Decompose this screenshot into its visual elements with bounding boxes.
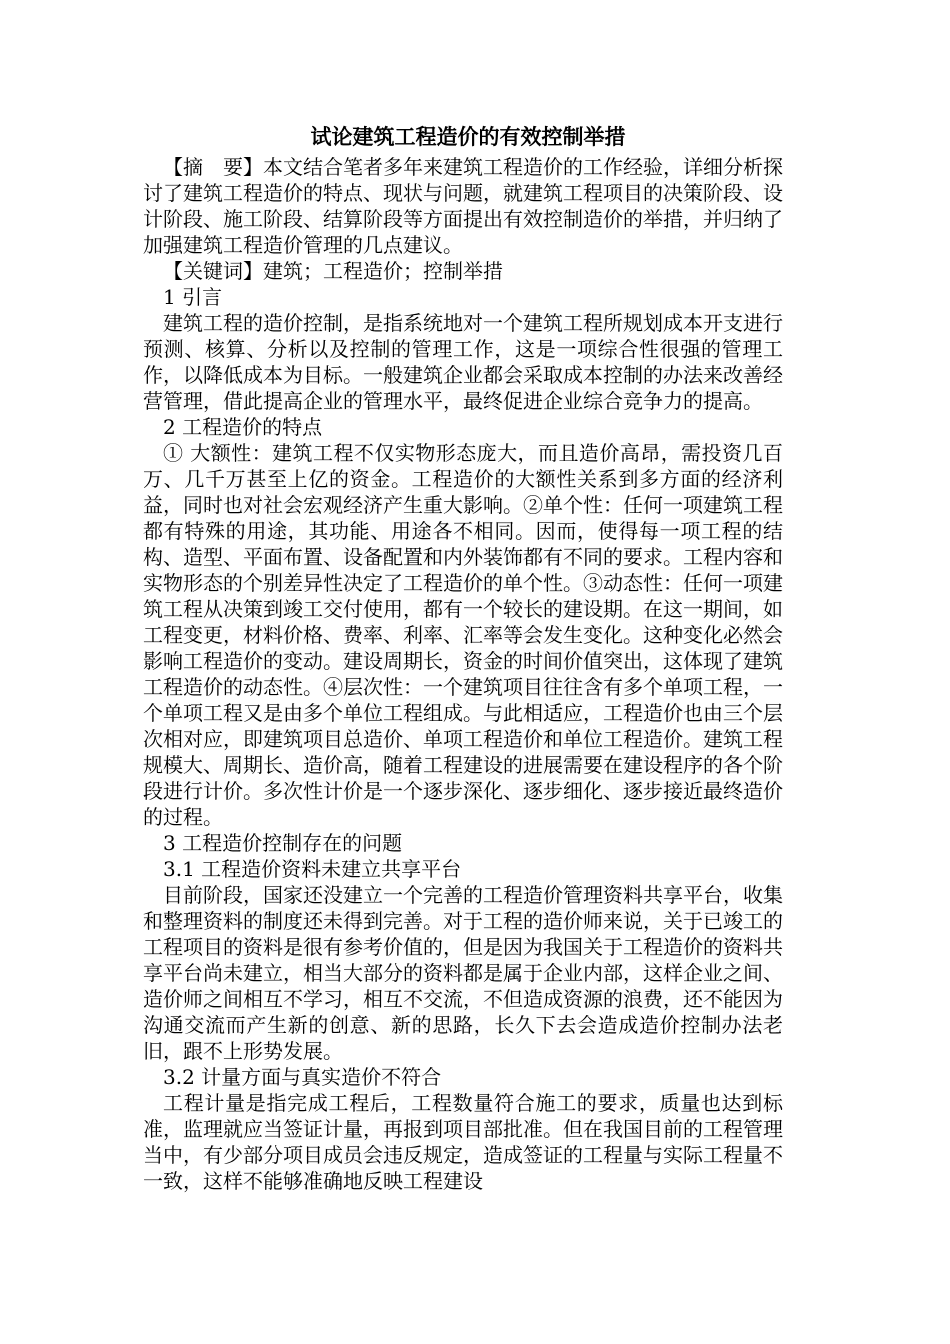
- keywords-line: 【关键词】建筑；工程造价；控制举措: [163, 259, 503, 283]
- section-heading-3: 3 工程造价控制存在的问题: [163, 831, 403, 855]
- section-heading-3-2: 3.2 计量方面与真实造价不符合: [163, 1065, 442, 1089]
- section-3-2-paragraph: 工程计量是指完成工程后，工程数量符合施工的要求，质量也达到标准，监理就应当签证计量，再报到项目部批准。但在我国目前的工程管理当中，有少部分项目成员会违反规定，造成签证的工程量与实际工程量不一致，这样不能够准确地反映工程建设: [143, 1091, 783, 1193]
- section-heading-2: 2 工程造价的特点: [163, 415, 323, 439]
- section-heading-3-1: 3.1 工程造价资料未建立共享平台: [163, 857, 462, 881]
- section-1-paragraph: 建筑工程的造价控制，是指系统地对一个建筑工程所规划成本开支进行预测、核算、分析以及控制的管理工作，这是一项综合性很强的管理工作，以降低成本为目标。一般建筑企业都会采取成本控制的办法来改善经营管理，借此提高企业的管理水平，最终促进企业综合竞争力的提高。: [143, 311, 783, 413]
- document-title: 试论建筑工程造价的有效控制举措: [310, 124, 626, 149]
- section-heading-1: 1 引言: [163, 285, 223, 309]
- abstract-paragraph: 【摘 要】本文结合笔者多年来建筑工程造价的工作经验，详细分析探讨了建筑工程造价的特点、现状与问题，就建筑工程项目的决策阶段、设计阶段、施工阶段、结算阶段等方面提出有效控制造价的举措，并归纳了加强建筑工程造价管理的几点建议。: [143, 155, 783, 257]
- document-page: [143, 122, 783, 1194]
- section-2-paragraph: ① 大额性：建筑工程不仅实物形态庞大，而且造价高昂，需投资几百万、几千万甚至上亿的资金。工程造价的大额性关系到多方面的经济利益，同时也对社会宏观经济产生重大影响。②单个性：任何一项建筑工程都有特殊的用途，其功能、用途各不相同。因而，使得每一项工程的结构、造型、平面布置、设备配置和内外装饰都有不同的要求。工程内容和实物形态的个别差异性决定了工程造价的单个性。③动态性：任何一项建筑工程从决策到竣工交付使用，都有一个较长的建设期。在这一期间，如工程变更，材料价格、费率、利率、汇率等会发生变化。这种变化必然会影响工程造价的变动。建设周期长，资金的时间价值突出，这体现了建筑工程造价的动态性。④层次性：一个建筑项目往往含有多个单项工程，一个单项工程又是由多个单位工程组成。与此相适应，工程造价也由三个层次相对应，即建筑项目总造价、单项工程造价和单位工程造价。建筑工程规模大、周期长、造价高，随着工程建设的进展需要在建设程序的各个阶段进行计价。多次性计价是一个逐步深化、逐步细化、逐步接近最终造价的过程。: [143, 441, 783, 829]
- section-3-1-paragraph: 目前阶段，国家还没建立一个完善的工程造价管理资料共享平台，收集和整理资料的制度还未得到完善。对于工程的造价师来说，关于已竣工的工程项目的资料是很有参考价值的，但是因为我国关于工程造价的资料共享平台尚未建立，相当大部分的资料都是属于企业内部，这样企业之间、造价师之间相互不学习，相互不交流，不但造成资源的浪费，还不能因为沟通交流而产生新的创意、新的思路，长久下去会造成造价控制办法老旧，跟不上形势发展。: [143, 883, 783, 1063]
